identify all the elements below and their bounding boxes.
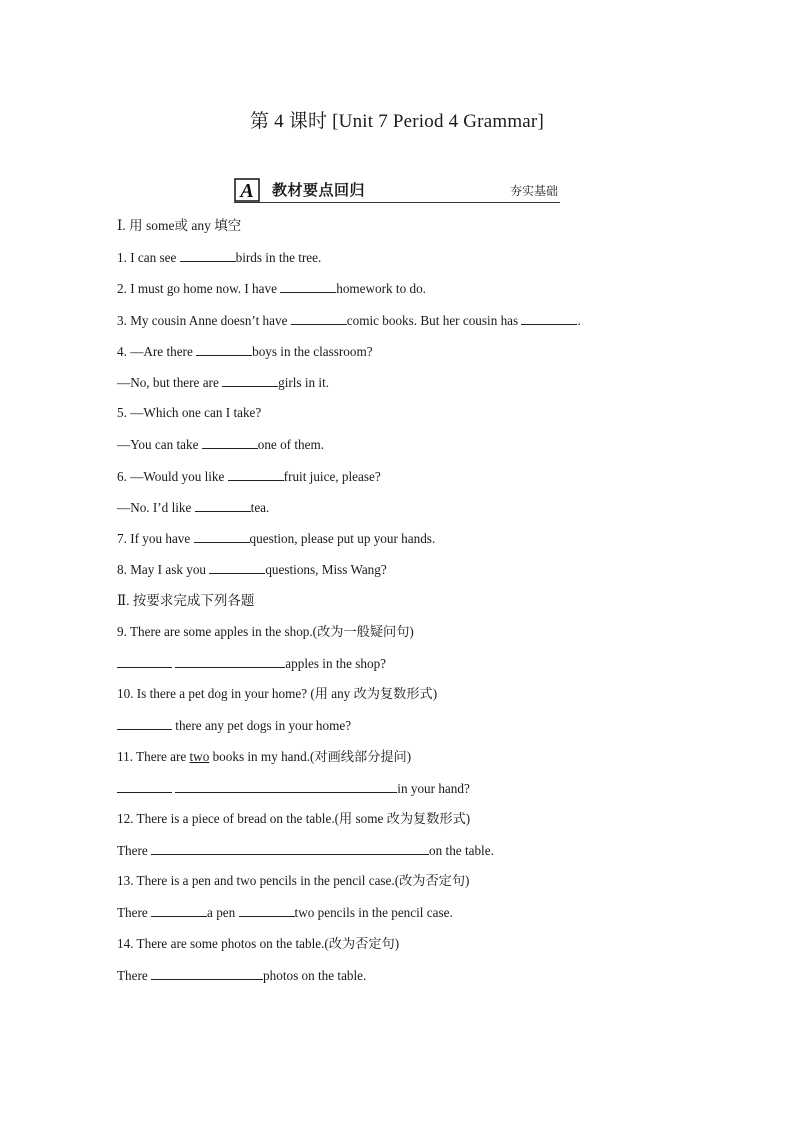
question-13-answer: There a pen two pencils in the pencil case. [117,905,453,920]
answer-blank[interactable] [222,374,278,387]
question-2: 2. I must go home now. I have homework to do. [117,281,426,296]
answer-blank[interactable] [175,780,397,793]
question-11: 11. There are two books in my hand.(对画线部分提问) [117,749,412,764]
section-a-badge-icon [234,178,260,202]
question-11-answer: in your hand? [117,780,470,797]
answer-blank[interactable] [180,249,236,262]
question-8: 8. May I ask you questions, Miss Wang? [117,562,387,577]
answer-blank[interactable] [196,343,252,356]
answer-blank[interactable] [195,499,251,512]
answer-blank[interactable] [209,561,265,574]
answer-blank[interactable] [291,312,347,325]
page-title: 第 4 课时 [Unit 7 Period 4 Grammar] [250,111,544,132]
question-5-a: 5. —Which one can I take? [117,405,262,420]
question-9: 9. There are some apples in the shop.(改为一般疑问句) [117,624,414,639]
answer-blank[interactable] [117,780,172,793]
question-10-answer: there any pet dogs in your home? [117,717,351,734]
banner-tag: 夯实基础 [509,184,558,198]
question-12-answer: There on the table. [117,843,494,858]
section2-heading: Ⅱ. 按要求完成下列各题 [117,593,255,608]
question-12: 12. There is a piece of bread on the table.(用 some 改为复数形式) [117,811,471,826]
banner-title: 教材要点回归 [272,181,366,199]
question-10: 10. Is there a pet dog in your home? (用 any 改为复数形式) [117,686,438,701]
answer-blank[interactable] [280,280,336,293]
question-7: 7. If you have question, please put up your hands. [117,531,436,546]
question-6-b: —No. I’d like tea. [117,500,270,515]
question-9-answer: apples in the shop? [117,655,386,672]
svg-text:A: A [240,180,254,202]
question-13: 13. There is a pen and two pencils in the pencil case.(改为否定句) [117,873,470,888]
question-14: 14. There are some photos on the table.(改为否定句) [117,936,400,951]
answer-blank[interactable] [239,904,295,917]
question-6-a: 6. —Would you like fruit juice, please? [117,469,381,484]
answer-blank[interactable] [151,842,429,855]
question-3: 3. My cousin Anne doesn’t have comic books. But her cousin has . [117,313,581,328]
answer-blank[interactable] [151,904,207,917]
answer-blank[interactable] [228,468,284,481]
question-14-answer: There photos on the table. [117,968,367,983]
answer-blank[interactable] [117,655,172,668]
question-4-b: —No, but there are girls in it. [117,375,330,390]
section-banner [234,178,560,203]
answer-blank[interactable] [521,312,577,325]
section1-heading: Ⅰ. 用 some或 any 填空 [117,218,242,233]
answer-blank[interactable] [151,967,263,980]
underlined-word: two [189,749,210,764]
question-1: 1. I can see birds in the tree. [117,250,322,265]
answer-blank[interactable] [194,530,250,543]
question-4-a: 4. —Are there boys in the classroom? [117,344,373,359]
answer-blank[interactable] [117,717,172,730]
answer-blank[interactable] [202,436,258,449]
answer-blank[interactable] [175,655,285,668]
question-5-b: —You can take one of them. [117,437,325,452]
